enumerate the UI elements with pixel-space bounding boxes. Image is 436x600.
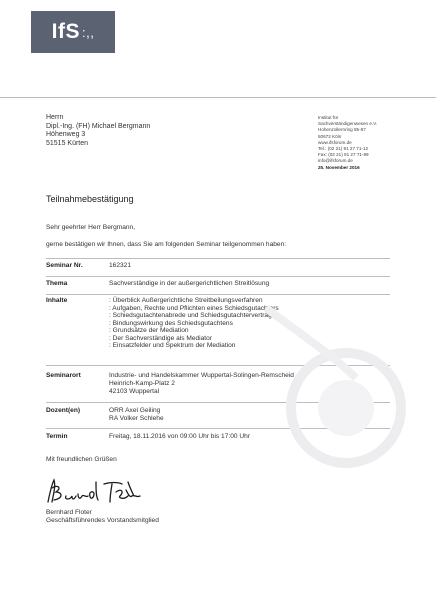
divider xyxy=(46,258,390,259)
recipient-salutation: Herrn xyxy=(46,114,64,121)
list-item: : Überblick Außergerichtliche Streitbeilungsverfahren xyxy=(109,297,263,304)
closing-greeting: Mit freundlichen Grüßen xyxy=(46,456,117,463)
sender-line: Tel.: (02 21) 91 27 71-12 xyxy=(318,146,369,152)
list-item: : Einsatzfelder und Spektrum der Mediation xyxy=(109,342,236,349)
signer-block xyxy=(46,509,159,525)
signature-image xyxy=(44,474,154,508)
list-item: : Der Sachverständige als Mediator xyxy=(109,334,212,342)
seminar-nr-label: Seminar Nr. xyxy=(46,262,83,269)
list-item: : Schiedsgutachtenabrede und Schiedsgutachtervertrag xyxy=(109,312,272,319)
signer-name: Bernhard Floter xyxy=(46,509,92,516)
dozenten-label: Dozent(en) xyxy=(46,407,81,414)
document-date: 25. November 2016 xyxy=(318,164,360,170)
list-item: : Aufgaben, Rechte und Pflichten eines Schiedsgutachters xyxy=(109,304,279,312)
logo-text: IfS xyxy=(51,20,80,43)
sender-line: info@ifsforum.de xyxy=(318,158,353,164)
inhalte-label: Inhalte xyxy=(46,297,68,304)
sender-line: www.ifsforum.de xyxy=(318,139,352,145)
header-divider xyxy=(0,97,436,98)
recipient-city: 51515 Kürten xyxy=(46,139,89,147)
sender-line: Hohenzollernring 85-87 xyxy=(318,127,366,133)
salutation: Sehr geehrter Herr Bergmann, xyxy=(46,224,136,231)
sender-line: Institut für xyxy=(318,115,339,120)
seminarort-line: 42103 Wuppertal xyxy=(109,388,160,396)
dozent-name: RA Volker Schlehe xyxy=(109,415,164,423)
logo-mark: :,, xyxy=(82,24,95,40)
seminar-nr-value: 162321 xyxy=(109,262,132,269)
seminarort-label: Seminarort xyxy=(46,372,81,379)
intro-text: gerne bestätigen wir Ihnen, dass Sie am folgenden Seminar teilgenommen haben: xyxy=(46,241,287,248)
sender-line: Sachverständigenwesen e.V. xyxy=(318,121,378,127)
sender-block xyxy=(318,115,377,171)
seminarort-line: Heinrich-Kamp-Platz 2 xyxy=(109,380,175,388)
recipient-street: Höhenweg 3 xyxy=(46,131,86,139)
sender-line: Fax: (02 21) 91 27 71-99 xyxy=(318,152,369,158)
recipient-name: Dipl.-Ing. (FH) Michael Bergmann xyxy=(46,122,151,130)
sender-line: 50672 Köln xyxy=(318,133,342,139)
signer-title: Geschäftsführendes Vorstandsmitglied xyxy=(46,517,159,525)
ifs-logo xyxy=(31,11,115,53)
seminarort-line: Industrie- und Handelskammer Wuppertal-Solingen-Remscheid xyxy=(109,372,294,379)
termin-label: Termin xyxy=(46,433,68,440)
dozenten-value xyxy=(109,407,164,423)
dozent-name: ORR Axel Geiling xyxy=(109,407,161,414)
document-title: Teilnahmebestätigung xyxy=(46,194,134,204)
list-item: : Grundsätze der Mediation xyxy=(109,327,189,334)
thema-value: Sachverständige in der außergerichtlichen Streitlösung xyxy=(109,280,270,287)
list-item: : Bindungswirkung des Schiedsgutachtens xyxy=(109,319,233,327)
thema-label: Thema xyxy=(46,280,68,287)
watermark-image xyxy=(236,268,406,468)
recipient-address xyxy=(46,114,150,148)
termin-value: Freitag, 18.11.2016 von 09:00 Uhr bis 17:00 Uhr xyxy=(109,433,250,440)
